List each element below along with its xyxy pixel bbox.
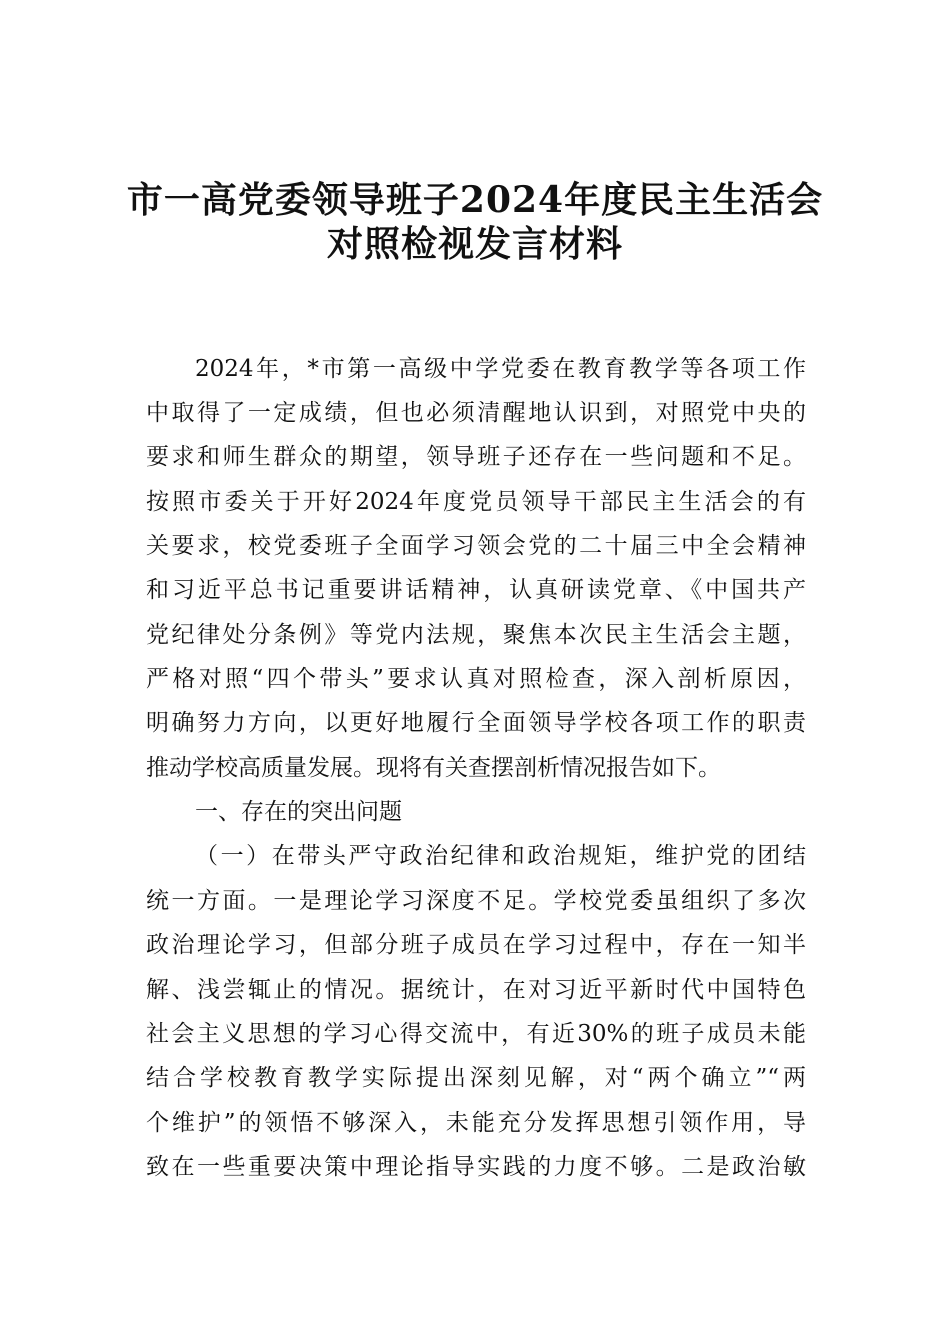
paragraph-2-line: 政治理论学习，但部分班子成员在学习过程中，存在一知半 <box>146 932 806 958</box>
paragraph-1-line: 和习近平总书记重要讲话精神，认真研读党章、《中国共产 <box>146 577 806 603</box>
paragraph-2-line: 结合学校教育教学实际提出深刻见解，对“两个确立”“两 <box>146 1065 806 1091</box>
section-1-heading: 一、存在的突出问题 <box>195 799 402 825</box>
paragraph-2-line: 致在一些重要决策中理论指导实践的力度不够。二是政治敏 <box>146 1154 806 1180</box>
paragraph-2-line: 个维护”的领悟不够深入，未能充分发挥思想引领作用，导 <box>146 1110 806 1136</box>
paragraph-1-line: 党纪律处分条例》等党内法规，聚焦本次民主生活会主题， <box>146 622 806 648</box>
paragraph-2-line: 解、浅尝辄止的情况。据统计，在对习近平新时代中国特色 <box>146 977 806 1003</box>
paragraph-2-line: （一）在带头严守政治纪律和政治规矩，维护党的团结 <box>195 843 806 869</box>
paragraph-1-line: 推动学校高质量发展。现将有关查摆剖析情况报告如下。 <box>146 755 721 781</box>
paragraph-1-line: 严格对照“四个带头”要求认真对照检查，深入剖析原因， <box>146 666 806 692</box>
paragraph-1-line: 中取得了一定成绩，但也必须清醒地认识到，对照党中央的 <box>146 400 806 426</box>
paragraph-1-line: 要求和师生群众的期望，领导班子还存在一些问题和不足。 <box>146 444 806 470</box>
paragraph-2-line: 社会主义思想的学习心得交流中，有近30%的班子成员未能 <box>146 1021 806 1047</box>
document-title-line-1: 市一高党委领导班子2024年度民主生活会 <box>126 179 824 221</box>
paragraph-1-line: 明确努力方向，以更好地履行全面领导学校各项工作的职责 <box>146 710 806 736</box>
document-title-line-2: 对照检视发言材料 <box>326 223 623 265</box>
paragraph-1-line: 2024年，*市第一高级中学党委在教育教学等各项工作 <box>195 356 806 382</box>
paragraph-1-line: 按照市委关于开好2024年度党员领导干部民主生活会的有 <box>146 489 806 515</box>
paragraph-1-line: 关要求，校党委班子全面学习领会党的二十届三中全会精神 <box>146 533 806 559</box>
paragraph-2-line: 统一方面。一是理论学习深度不足。学校党委虽组织了多次 <box>146 888 806 914</box>
